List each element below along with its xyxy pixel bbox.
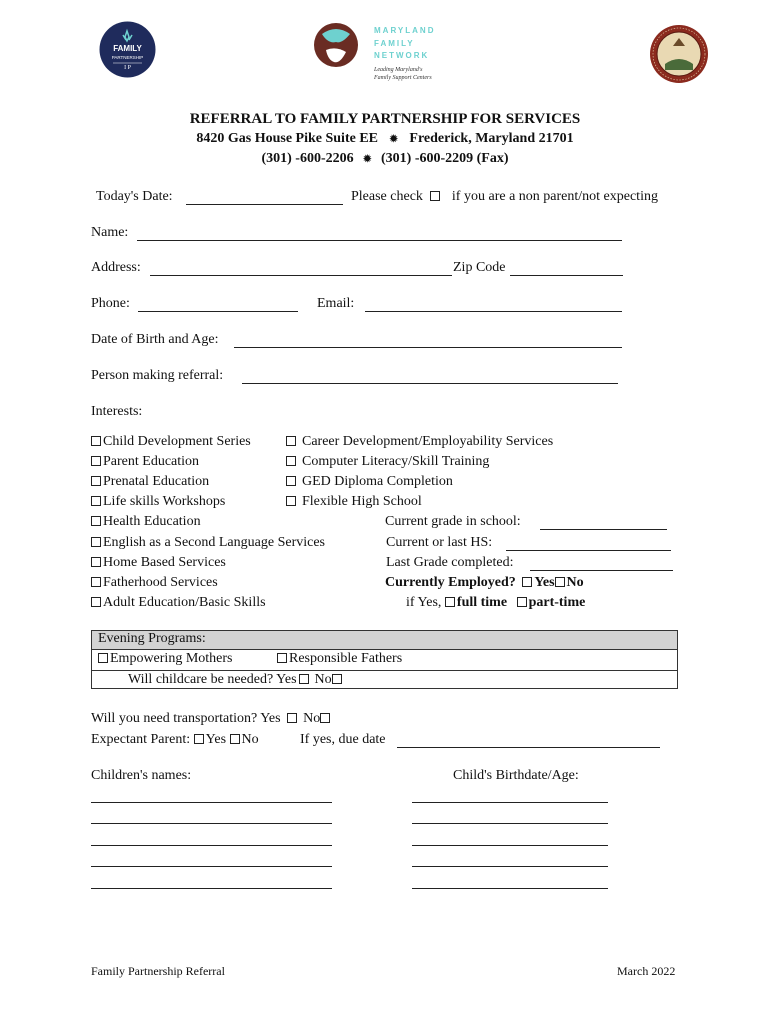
current-hs-field[interactable] (506, 550, 671, 551)
street-address: 8420 Gas House Pike Suite EE (196, 131, 378, 146)
interest-checkbox[interactable] (91, 597, 101, 607)
interest-label: Child Development Series (103, 434, 251, 449)
expectant-no-checkbox[interactable] (230, 734, 240, 744)
child-birthdate-field[interactable] (412, 866, 608, 867)
referrer-label: Person making referral: (91, 368, 224, 383)
interest-checkbox[interactable] (91, 557, 101, 567)
employed-label: Currently Employed? (385, 575, 516, 590)
child-birthdate-field[interactable] (412, 845, 608, 846)
interest-label: Computer Literacy/Skill Training (302, 454, 490, 469)
non-parent-check-row (351, 189, 658, 205)
interest-item (91, 514, 201, 530)
name-field[interactable] (137, 240, 622, 241)
evening-programs-box (91, 630, 678, 689)
interest-label: English as a Second Language Services (103, 535, 325, 550)
logo-tagline-1: Leading Maryland's (374, 67, 423, 73)
maryland-family-network-logo (312, 20, 452, 86)
dob-field[interactable] (234, 347, 622, 348)
phone-label: Phone: (91, 296, 130, 311)
svg-text:I P: I P (124, 65, 131, 71)
if-yes-label: if Yes, (406, 595, 442, 610)
transport-question: Will you need transportation? Yes (91, 711, 281, 726)
child-name-field[interactable] (91, 802, 332, 803)
expectant-yes-label: Yes (205, 732, 227, 747)
expectant-label: Expectant Parent: (91, 732, 191, 747)
child-birthdate-field[interactable] (412, 888, 608, 889)
interest-checkbox[interactable] (286, 476, 296, 486)
interest-label: Life skills Workshops (103, 494, 226, 509)
bullet-icon: ✹ (363, 154, 372, 165)
interest-checkbox[interactable] (91, 456, 101, 466)
evening-option (277, 651, 402, 667)
interest-item (286, 494, 422, 510)
phone-line (0, 149, 770, 169)
responsible-fathers-label: Responsible Fathers (289, 651, 403, 666)
city-address: Frederick, Maryland 21701 (409, 131, 574, 146)
empowering-mothers-label: Empowering Mothers (110, 651, 233, 666)
transportation-row (91, 711, 332, 727)
non-parent-checkbox[interactable] (430, 191, 440, 201)
county-seal-logo (649, 24, 709, 84)
dob-label: Date of Birth and Age: (91, 332, 219, 347)
interest-checkbox[interactable] (91, 516, 101, 526)
transport-no-checkbox[interactable] (320, 713, 330, 723)
interest-item (91, 535, 325, 551)
email-field[interactable] (365, 311, 622, 312)
childcare-no-label: No (314, 672, 332, 687)
due-date-label: If yes, due date (300, 732, 386, 747)
fax-number: (301) -600-2209 (Fax) (381, 151, 509, 166)
childcare-row (128, 672, 344, 688)
child-name-field[interactable] (91, 866, 332, 867)
non-parent-label: if you are a non parent/not expecting (451, 189, 658, 204)
current-hs-label: Current or last HS: (386, 535, 493, 550)
logo-tagline-2: Family Support Centers (374, 75, 432, 81)
interest-item (91, 494, 225, 510)
bullet-icon: ✹ (389, 134, 398, 145)
current-grade-field[interactable] (540, 529, 667, 530)
transport-no-label: No (303, 711, 321, 726)
interest-item (91, 555, 226, 571)
children-names-label: Children's names: (91, 768, 192, 783)
child-birthdate-label: Child's Birthdate/Age: (453, 768, 579, 783)
part-time-checkbox[interactable] (517, 597, 527, 607)
empowering-mothers-checkbox[interactable] (98, 653, 108, 663)
child-name-field[interactable] (91, 823, 332, 824)
interest-item (91, 474, 209, 490)
interest-item (286, 474, 453, 490)
interest-item (286, 454, 489, 470)
interests-label: Interests: (91, 404, 143, 419)
interest-label: Flexible High School (302, 494, 422, 509)
name-label: Name: (91, 225, 129, 240)
interest-checkbox[interactable] (91, 496, 101, 506)
full-time-label: full time (456, 595, 508, 610)
interest-checkbox[interactable] (91, 577, 101, 587)
todays-date-field[interactable] (186, 204, 343, 205)
family-partnership-logo (99, 21, 156, 78)
employed-yes-label: Yes (534, 575, 555, 590)
address-line (0, 129, 770, 149)
transport-yes-checkbox[interactable] (287, 713, 297, 723)
footer-right: March 2022 (617, 964, 676, 978)
interest-checkbox[interactable] (91, 436, 101, 446)
referrer-field[interactable] (242, 383, 618, 384)
interest-checkbox[interactable] (91, 476, 101, 486)
logo-line-1: MARYLAND (374, 26, 436, 35)
interest-item (286, 434, 553, 450)
interest-checkbox[interactable] (286, 436, 296, 446)
expectant-row (91, 732, 259, 748)
logo-line-2: FAMILY (374, 38, 415, 48)
responsible-fathers-checkbox[interactable] (277, 653, 287, 663)
interest-label: Health Education (103, 514, 201, 529)
interest-item (91, 575, 218, 591)
email-label: Email: (317, 296, 355, 311)
evening-programs-header (92, 631, 677, 650)
form-title: REFERRAL TO FAMILY PARTNERSHIP FOR SERVICES (189, 111, 581, 127)
childcare-no-checkbox[interactable] (332, 674, 342, 684)
interest-label: Prenatal Education (103, 474, 210, 489)
part-time-label: part-time (528, 595, 586, 610)
logo-line-3: NETWORK (374, 51, 430, 60)
interest-item (91, 454, 199, 470)
interest-label: Adult Education/Basic Skills (103, 595, 266, 610)
interest-checkbox[interactable] (286, 496, 296, 506)
interest-checkbox[interactable] (91, 537, 101, 547)
due-date-field[interactable] (397, 747, 660, 748)
employment-row (385, 575, 584, 591)
evening-option (98, 651, 232, 667)
interest-label: Career Development/Employability Services (302, 434, 554, 449)
last-grade-label: Last Grade completed: (386, 555, 514, 570)
address-label: Address: (91, 260, 141, 275)
phone-field[interactable] (138, 311, 298, 312)
interest-label: GED Diploma Completion (302, 474, 453, 489)
current-grade-label: Current grade in school: (385, 514, 521, 529)
childcare-yes-checkbox[interactable] (299, 674, 309, 684)
evening-divider (92, 670, 677, 671)
address-field[interactable] (150, 275, 452, 276)
document-header (0, 110, 770, 169)
phone-number: (301) -600-2206 (261, 151, 354, 166)
interest-checkbox[interactable] (286, 456, 296, 466)
full-time-checkbox[interactable] (445, 597, 455, 607)
svg-text:FAMILY: FAMILY (113, 44, 142, 53)
employment-type-row (406, 595, 585, 611)
zip-field[interactable] (510, 275, 623, 276)
child-birthdate-field[interactable] (412, 823, 608, 824)
expectant-yes-checkbox[interactable] (194, 734, 204, 744)
footer-left: Family Partnership Referral (91, 964, 225, 978)
child-birthdate-field[interactable] (412, 802, 608, 803)
child-name-field[interactable] (91, 845, 332, 846)
expectant-no-label: No (241, 732, 259, 747)
interest-label: Fatherhood Services (103, 575, 218, 590)
svg-text:PARTNERSHIP: PARTNERSHIP (111, 55, 144, 60)
employed-no-checkbox[interactable] (555, 577, 565, 587)
please-check-label: Please check (351, 189, 423, 204)
last-grade-field[interactable] (530, 570, 673, 571)
interest-label: Home Based Services (103, 555, 226, 570)
employed-yes-checkbox[interactable] (522, 577, 532, 587)
zip-label: Zip Code (453, 260, 506, 275)
child-name-field[interactable] (91, 888, 332, 889)
evening-programs-title: Evening Programs: (98, 631, 206, 646)
childcare-label: Will childcare be needed? Yes (128, 672, 297, 687)
interest-item (91, 434, 251, 450)
interest-label: Parent Education (103, 454, 200, 469)
interest-item (91, 595, 266, 611)
employed-no-label: No (566, 575, 584, 590)
todays-date-label: Today's Date: (96, 189, 173, 204)
